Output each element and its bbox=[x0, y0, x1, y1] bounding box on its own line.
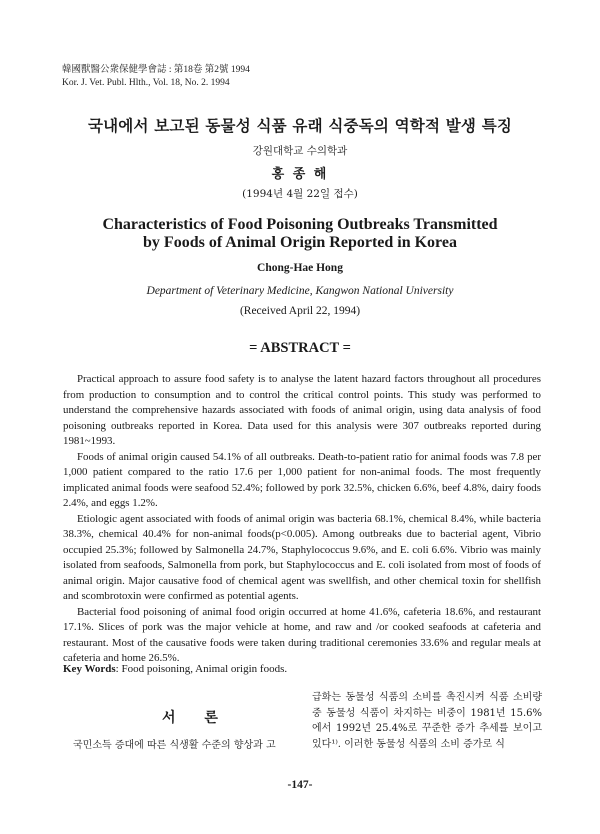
abstract-paragraph-3: Etiologic agent associated with foods of animal origin was bacteria 68.1%, chemical 8.4%, while bacteria 38.3%, chemical 40.4% for non-animal foods(p<0.005). Among outbreaks due to bacterial agent, Vibrio occupied 25.3%; followed by Salmonella 24.7%, Staphylococcus 9.6%, and E. coli 6.6%. Vibrio was mainly isolated from seafoods, Salmonella from pork, but Staphylococcus and E. coli isolated from most of foods of animal origin. Major causative food of chemical agent was swellfish, and other chemical toxin for shellfish and scombrotoxin were confirmed as potential agents. bbox=[63, 512, 541, 602]
keywords bbox=[63, 663, 287, 675]
english-title-line-2: by Foods of Animal Origin Reported in Korea bbox=[143, 234, 457, 251]
journal-line-english: Kor. J. Vet. Publ. Hlth., Vol. 18, No. 2. 1994 bbox=[62, 78, 230, 88]
introduction-text-left: 국민소득 증대에 따른 식생활 수준의 향상과 고 bbox=[73, 740, 276, 751]
english-received-date: (Received April 22, 1994) bbox=[239, 305, 361, 317]
english-affiliation: Department of Veterinary Medicine, Kangwon National University bbox=[146, 285, 454, 297]
abstract-heading: = ABSTRACT = bbox=[249, 340, 351, 356]
korean-author: 홍 종 해 bbox=[271, 167, 329, 182]
journal-header bbox=[62, 64, 250, 90]
abstract-paragraph-1: Practical approach to assure food safety is to analyse the latent hazard factors throughout all procedures from production to consumption and to control the critical control points. This study was performed to understand the comprehensive hazards associated with foods of animal origin, using data analysis of food poisoning outbreaks reported in Korea. Data used for this analysis were 307 outbreaks reported during 1981~1993. bbox=[63, 373, 541, 447]
page-number: -147- bbox=[287, 779, 313, 791]
journal-line-korean: 韓國獸醫公衆保健學會誌 : 第18卷 第2號 1994 bbox=[62, 65, 250, 75]
keywords-label: Key Words bbox=[63, 663, 116, 675]
abstract-paragraph-2: Foods of animal origin caused 54.1% of all outbreaks. Death-to-patient ratio for animal foods was 7.8 per 1,000 patient compared to the ratio 17.6 per 1,000 patient for non-animal foods. The most frequently implicated animal foods were seafood 52.4%; followed by pork 32.5%, chicken 6.6%, beef 4.8%, dairy foods 2.4%, and eggs 1.2%. bbox=[63, 450, 541, 509]
english-author: Chong-Hae Hong bbox=[257, 262, 343, 274]
abstract-paragraph-4: Bacterial food poisoning of animal food origin occurred at home 41.6%, cafeteria 18.6%, and restaurant 17.1%. Slices of pork was the major vehicle at home, and raw and /or cooked seafoods at cafeteria and restaurant. Most of the causative foods were taken during traditional ceremonies 33.6% and regular meals at cafeteria and home 26.5%. bbox=[63, 605, 541, 664]
english-title-line-1: Characteristics of Food Poisoning Outbreaks Transmitted bbox=[102, 216, 498, 233]
introduction-heading: 서 론 bbox=[162, 710, 230, 726]
korean-received-date: (1994년 4월 22일 접수) bbox=[242, 188, 358, 200]
keywords-value: : Food poisoning, Animal origin foods. bbox=[115, 663, 288, 675]
introduction-text-right: 급화는 동물성 식품의 소비를 촉진시켜 식품 소비량중 동물성 식품이 차지하는 비중이 1981년 15.6%에서 1992년 25.4%로 꾸준한 증가 추세를 보이고 있다¹⁾. 이러한 동물성 식품의 소비 증가로 식 bbox=[312, 692, 542, 750]
english-title bbox=[0, 216, 600, 252]
korean-title: 국내에서 보고된 동물성 식품 유래 식중독의 역학적 발생 특징 bbox=[87, 116, 513, 135]
korean-affiliation: 강원대학교 수의학과 bbox=[252, 145, 348, 157]
abstract-body bbox=[63, 372, 541, 667]
